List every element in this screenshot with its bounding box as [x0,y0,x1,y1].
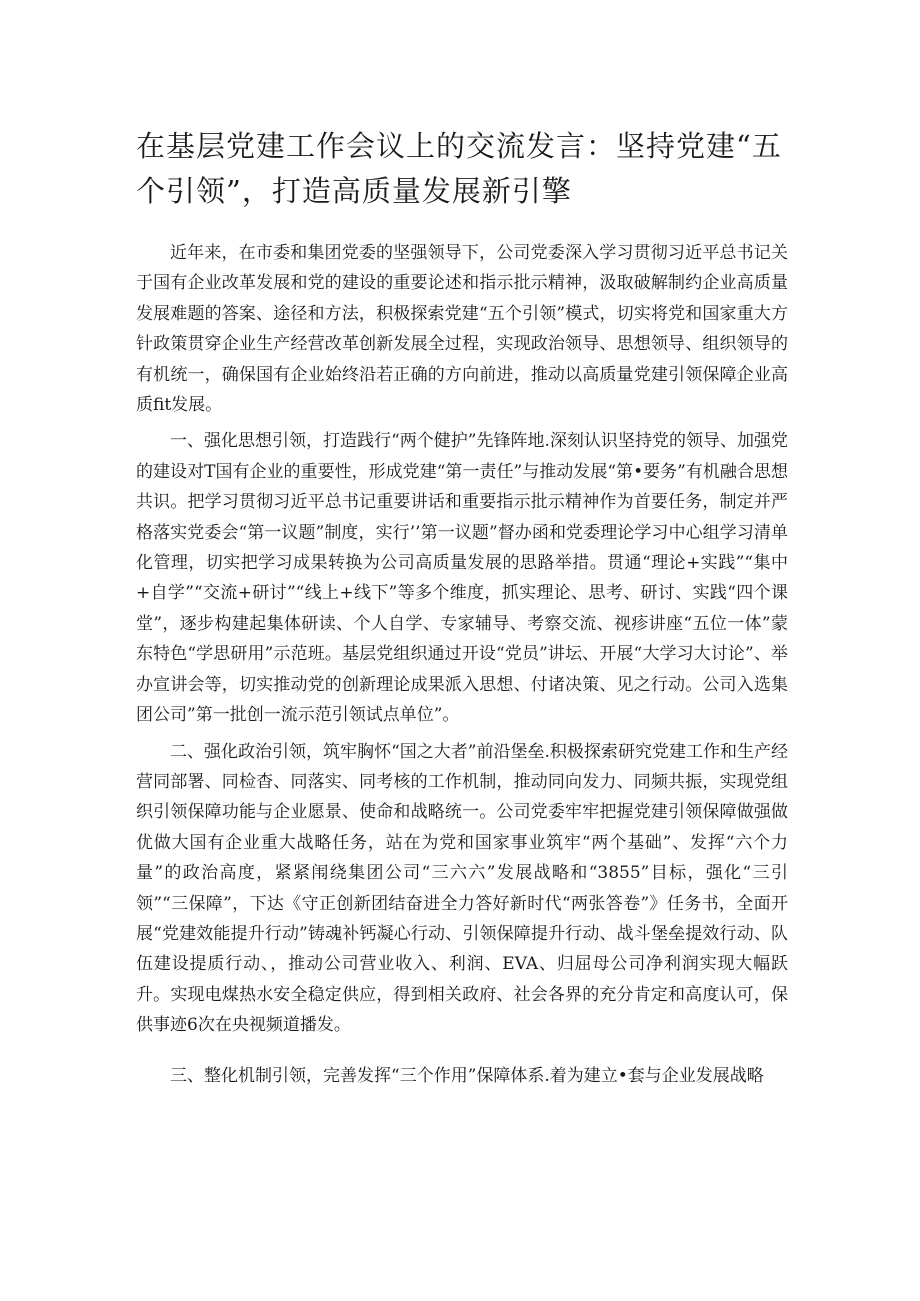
document-body [136,238,788,1097]
paragraph-intro: 近年来，在市委和集团党委的坚强领导下，公司党委深入学习贯彻习近平总书记关于国有企业改革发展和党的建设的重要论述和指示批示精神，汲取破解制约企业高质量发展难题的答案、途径和方法，积极探索党建“五个引领”模式，切实将党和国家重大方针政策贯穿企业生产经营改革创新发展全过程，实现政治领导、思想领导、组织领导的有机统一，确保国有企业始终沿若正确的方向前进，推动以高质量党建引领保障企业高质fit发展。 [136,243,788,416]
page-title: 在基层党建工作会议上的交流发言：坚持党建“五个引领”，打造高质量发展新引擎 [136,129,782,208]
paragraph-section-1: 一、强化思想引领，打造践行“两个健护”先锋阵地.深刻认识坚持党的领导、加强党的建设对T国有企业的重要性，形成党建“第一责任”与推动发展“第•要务”有机融合思想共识。把学习贯彻习近平总书记重要讲话和重要指示批示精神作为首要任务，制定并严格落实党委会“第一议题”制度，实行’’第一议题”督办函和党委理论学习中心组学习清单化管理，切实把学习成果转换为公司高质量发展的思路举措。贯通“理论+实践”“集中+自学”“交流+研讨”“线上+线下”等多个维度，抓实理论、思考、研讨、实践“四个课堂”，逐步构建起集体研读、个人自学、专家辅导、考察交流、视疹讲座“五位一体”蒙东特色“学思研用”示范班。基层党组织通过开设“党员”讲坛、开展“大学习大讨论”、举办宣讲会等，切实推动党的创新理论成果派入思想、付诸决策、见之行动。公司入选集团公司”第一批创一流示范引领试点单位”。 [136,431,788,726]
paragraph-section-2: 二、强化政治引领，筑牢胸怀“国之大者”前沿堡垒.积极探索研究党建工作和生产经营同部署、同检杳、同落实、同考核的工作机制，推动同向发力、同频共振，实现党组织引领保障功能与企业愿景、使命和战略统一。公司党委牢牢把握党建引领保障做强做优做大国有企业重大战略任务，站在为党和国家事业筑牢“两个基础”、发挥“六个力量”的政治高度，紧紧闱绕集团公司“三六六”发展战略和“3855”目标，强化“三引领”“三保障”，下达《守正创新团结奋进全力答好新时代“两张答卷”》任务书，全面开展“党建效能提升行动”铸魂补钙凝心行动、引领保障提升行动、战斗堡垒提效行动、队伍建设提质行动、，推动公司营业收入、利润、EVA、归屈母公司净利润实现大幅跃升。实现电煤热水安全稳定供应，得到相关政府、社会各界的充分肯定和高度认可，保供事迹6次在央视频道播发。 [136,741,788,1036]
paragraph-section-3: 三、整化机制引领，完善发挥“三个作用”保障体系.着为建立•套与企业发展战略 [170,1065,764,1086]
